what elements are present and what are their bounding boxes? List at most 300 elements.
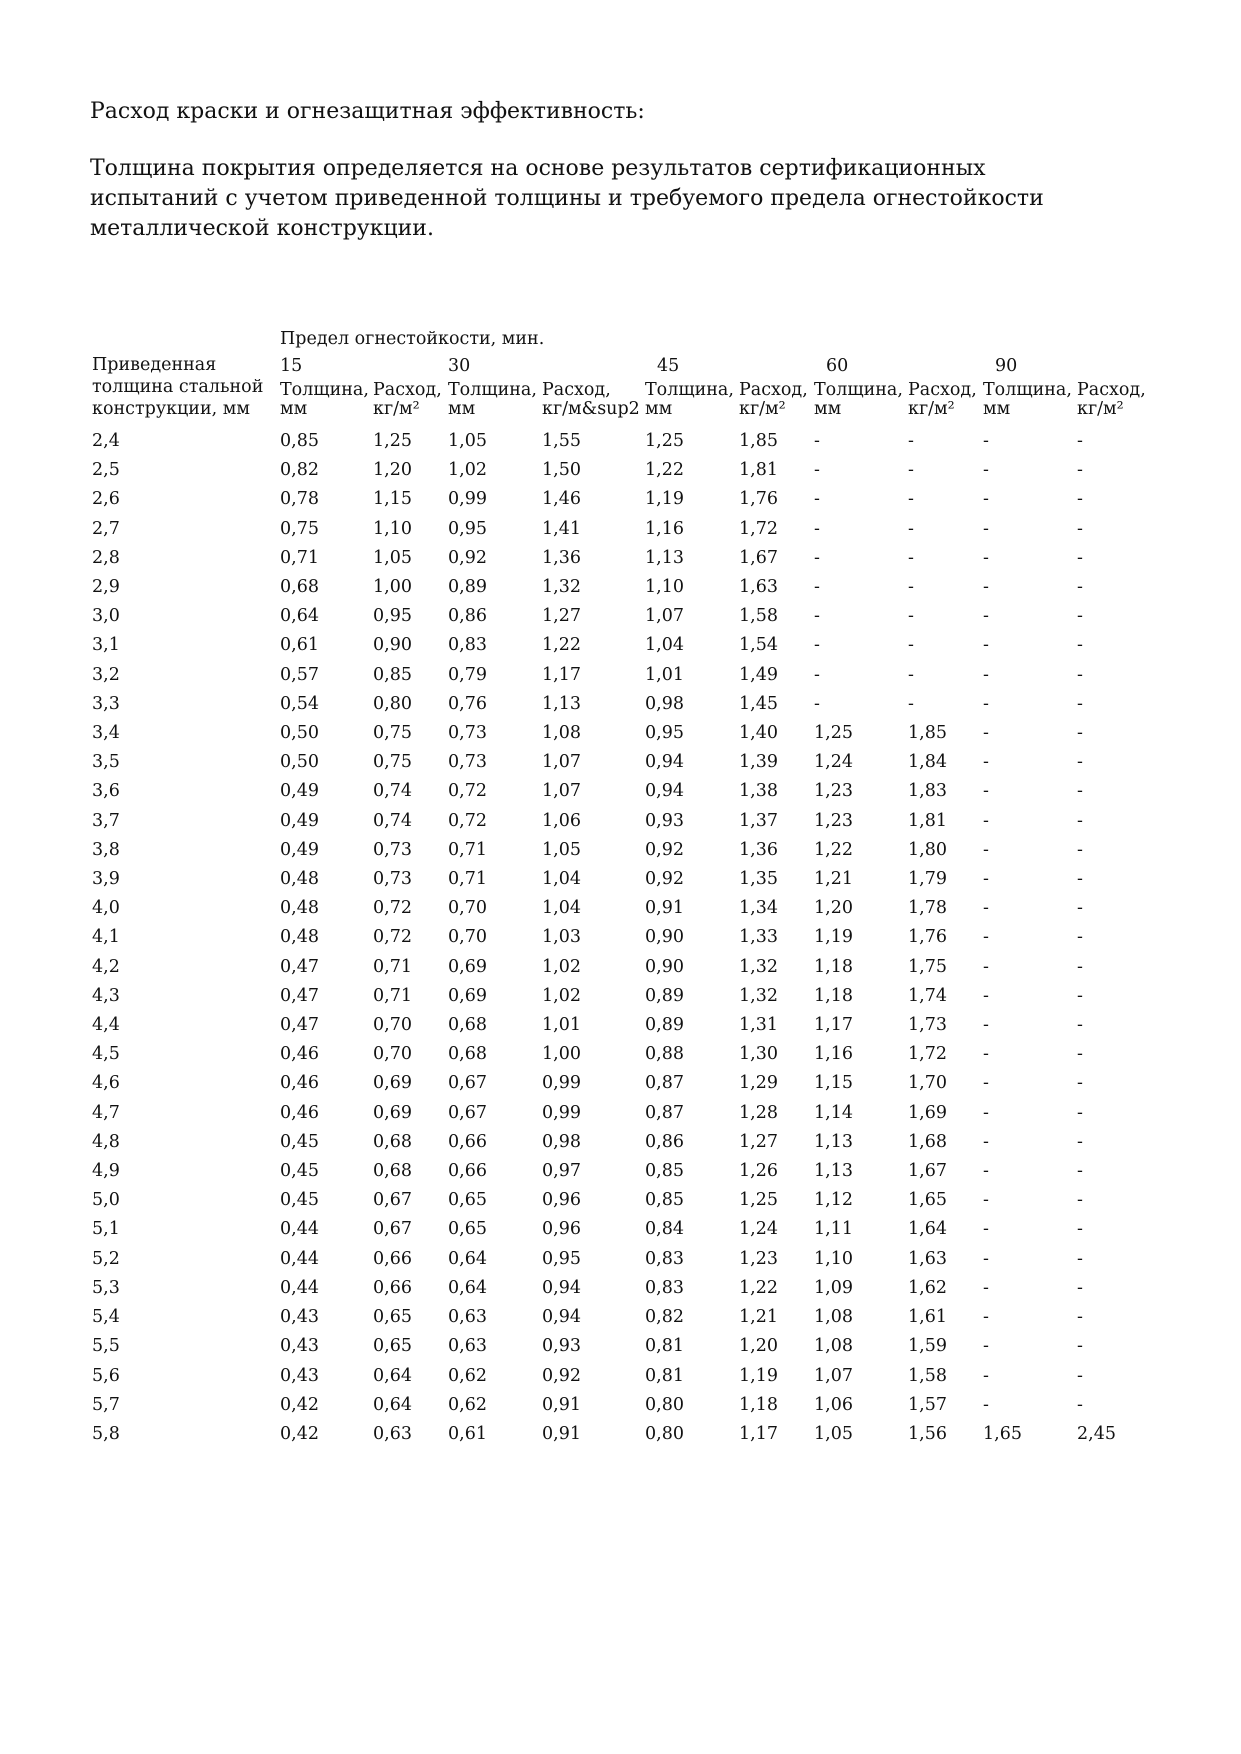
table-cell: 1,25 (814, 723, 853, 744)
table-row (90, 1332, 1149, 1361)
table-cell: 1,30 (739, 1044, 778, 1065)
table-cell: 0,75 (280, 518, 319, 539)
table-cell: - (1077, 723, 1083, 744)
table-cell: - (908, 577, 914, 598)
table-row (90, 1362, 1149, 1391)
table-cell: - (1077, 431, 1083, 451)
unit-header: Расход, кг/м² (1077, 380, 1146, 419)
table-cell: 0,89 (645, 1015, 684, 1036)
table-cell: 0,88 (645, 1044, 684, 1065)
table-cell: 1,59 (908, 1336, 947, 1357)
table-cell: 0,99 (448, 489, 487, 510)
table-cell: 1,83 (908, 781, 947, 802)
table-cell: 1,35 (739, 869, 778, 890)
table-cell: 0,87 (645, 1073, 684, 1094)
table-cell: - (1077, 1190, 1083, 1211)
table-cell: 0,91 (542, 1394, 581, 1415)
header-row-limit (90, 328, 1149, 355)
table-cell: 1,68 (908, 1131, 947, 1152)
table-cell: 0,64 (448, 1248, 487, 1269)
table-row (90, 953, 1149, 982)
table-cell: 0,45 (280, 1131, 319, 1152)
table-cell: - (983, 839, 989, 860)
table-cell: 0,68 (373, 1161, 412, 1182)
table-cell: 1,57 (908, 1394, 947, 1415)
table-cell: - (1077, 1336, 1083, 1357)
table-cell: - (814, 664, 820, 685)
table-cell: - (814, 577, 820, 598)
table-cell: 0,70 (448, 898, 487, 919)
table-cell: 1,58 (739, 606, 778, 627)
table-cell: 1,10 (373, 518, 412, 539)
table-header (90, 328, 1149, 427)
table-cell: 0,73 (448, 752, 487, 773)
table-cell: 0,42 (280, 1394, 319, 1415)
table-row (90, 894, 1149, 923)
table-cell: 1,32 (739, 956, 778, 977)
table-cell: - (983, 869, 989, 890)
table-cell: 0,87 (645, 1102, 684, 1123)
table-cell: 0,68 (448, 1015, 487, 1036)
table-cell: 1,19 (739, 1365, 778, 1386)
table-cell: - (983, 1044, 989, 1065)
table-row (90, 1215, 1149, 1244)
table-cell: - (1077, 1131, 1083, 1152)
table-cell: 0,92 (645, 869, 684, 890)
table-cell: 1,29 (739, 1073, 778, 1094)
fire-protection-table-wrapper (90, 328, 1149, 1449)
table-cell: 0,85 (280, 431, 319, 451)
table-cell: 0,50 (280, 723, 319, 744)
table-cell: 0,81 (645, 1336, 684, 1357)
steel-thickness-cell: 5,4 (92, 1307, 120, 1328)
table-cell: 1,55 (542, 431, 581, 451)
table-cell: 1,54 (739, 635, 778, 656)
table-cell: 1,56 (908, 1423, 947, 1444)
table-cell: 0,73 (373, 869, 412, 890)
table-cell: - (1077, 635, 1083, 656)
table-cell: 1,27 (739, 1131, 778, 1152)
table-cell: - (983, 1307, 989, 1328)
steel-thickness-cell: 3,5 (92, 752, 120, 773)
steel-thickness-cell: 5,7 (92, 1394, 120, 1415)
table-cell: 1,02 (448, 460, 487, 481)
table-cell: 0,67 (373, 1219, 412, 1240)
table-cell: - (1077, 1277, 1083, 1298)
table-cell: 0,63 (448, 1336, 487, 1357)
table-row (90, 1245, 1149, 1274)
table-cell: 1,40 (739, 723, 778, 744)
table-cell: 0,95 (373, 606, 412, 627)
table-cell: - (814, 693, 820, 714)
table-cell: - (908, 489, 914, 510)
table-cell: 1,01 (542, 1015, 581, 1036)
table-cell: 0,85 (645, 1161, 684, 1182)
table-cell: - (908, 518, 914, 539)
table-cell: - (983, 606, 989, 627)
table-cell: 1,03 (542, 927, 581, 948)
table-cell: - (814, 489, 820, 510)
table-cell: - (1077, 810, 1083, 831)
table-row (90, 427, 1149, 456)
table-cell: 1,17 (542, 664, 581, 685)
steel-thickness-cell: 4,0 (92, 898, 120, 919)
table-cell: 1,00 (373, 577, 412, 598)
table-row (90, 777, 1149, 806)
table-cell: 1,22 (739, 1277, 778, 1298)
table-cell: - (1077, 1248, 1083, 1269)
table-cell: - (1077, 1394, 1083, 1415)
table-cell: 1,22 (645, 460, 684, 481)
table-cell: 0,83 (448, 635, 487, 656)
table-cell: 0,89 (645, 985, 684, 1006)
table-cell: 0,96 (542, 1219, 581, 1240)
table-row (90, 1011, 1149, 1040)
table-cell: 0,73 (448, 723, 487, 744)
table-cell: 1,18 (739, 1394, 778, 1415)
table-cell: 0,66 (448, 1161, 487, 1182)
table-cell: 1,11 (814, 1219, 853, 1240)
table-cell: - (983, 1277, 989, 1298)
table-cell: 0,73 (373, 839, 412, 860)
table-cell: 0,43 (280, 1365, 319, 1386)
table-row (90, 1069, 1149, 1098)
table-cell: 0,44 (280, 1219, 319, 1240)
table-cell: 0,54 (280, 693, 319, 714)
minutes-45: 45 (657, 356, 680, 376)
table-cell: - (1077, 518, 1083, 539)
table-cell: 1,13 (814, 1131, 853, 1152)
table-cell: 0,74 (373, 781, 412, 802)
table-cell: 1,49 (739, 664, 778, 685)
table-cell: 0,94 (645, 752, 684, 773)
table-cell: - (983, 1161, 989, 1182)
table-cell: 0,48 (280, 927, 319, 948)
table-cell: - (983, 431, 989, 451)
table-cell: 0,48 (280, 869, 319, 890)
steel-thickness-cell: 3,8 (92, 839, 120, 860)
table-cell: 1,23 (739, 1248, 778, 1269)
table-cell: 0,95 (542, 1248, 581, 1269)
table-cell: 1,39 (739, 752, 778, 773)
table-cell: 1,01 (645, 664, 684, 685)
unit-header: Толщина, мм (280, 380, 369, 419)
steel-thickness-cell: 2,5 (92, 460, 120, 481)
table-cell: 0,72 (448, 781, 487, 802)
table-cell: 0,86 (448, 606, 487, 627)
steel-thickness-cell: 3,4 (92, 723, 120, 744)
table-cell: 0,94 (542, 1277, 581, 1298)
table-cell: 0,47 (280, 956, 319, 977)
table-cell: - (1077, 781, 1083, 802)
table-cell: 1,85 (739, 431, 778, 451)
table-cell: 1,31 (739, 1015, 778, 1036)
table-cell: 1,06 (814, 1394, 853, 1415)
table-cell: - (983, 810, 989, 831)
table-row (90, 719, 1149, 748)
table-cell: - (814, 431, 820, 451)
table-cell: 1,65 (908, 1190, 947, 1211)
table-cell: 1,16 (814, 1044, 853, 1065)
table-cell: 0,99 (542, 1073, 581, 1094)
steel-thickness-header: Приведенная толщина стальной конструкции, мм (92, 354, 264, 419)
page-heading: Расход краски и огнезащитная эффективность: (90, 99, 645, 124)
table-cell: 0,46 (280, 1073, 319, 1094)
table-cell: 0,49 (280, 781, 319, 802)
table-cell: 1,84 (908, 752, 947, 773)
table-cell: 0,69 (373, 1102, 412, 1123)
table-cell: - (814, 460, 820, 481)
steel-thickness-cell: 3,7 (92, 810, 120, 831)
table-cell: - (908, 635, 914, 656)
table-cell: 1,67 (739, 547, 778, 568)
table-cell: - (983, 1131, 989, 1152)
table-cell: - (908, 547, 914, 568)
table-cell: 1,10 (814, 1248, 853, 1269)
table-cell: 0,94 (542, 1307, 581, 1328)
minutes-60: 60 (826, 356, 849, 376)
table-cell: 0,83 (645, 1248, 684, 1269)
table-cell: 1,65 (983, 1423, 1022, 1444)
table-cell: - (983, 898, 989, 919)
fire-protection-table (90, 328, 1149, 1449)
table-cell: 0,94 (645, 781, 684, 802)
table-cell: 0,42 (280, 1423, 319, 1444)
table-cell: 1,15 (814, 1073, 853, 1094)
table-cell: 0,66 (448, 1131, 487, 1152)
table-cell: - (983, 723, 989, 744)
table-cell: 1,26 (739, 1161, 778, 1182)
table-cell: 1,78 (908, 898, 947, 919)
table-cell: - (1077, 693, 1083, 714)
table-cell: 1,04 (645, 635, 684, 656)
table-cell: 1,05 (542, 839, 581, 860)
table-cell: 1,14 (814, 1102, 853, 1123)
table-cell: - (1077, 898, 1083, 919)
table-cell: 1,06 (542, 810, 581, 831)
unit-header: Расход, кг/м² (739, 380, 808, 419)
table-row (90, 631, 1149, 660)
table-row (90, 1391, 1149, 1420)
table-cell: 0,67 (373, 1190, 412, 1211)
table-cell: - (908, 606, 914, 627)
table-cell: 1,00 (542, 1044, 581, 1065)
table-cell: 0,46 (280, 1102, 319, 1123)
table-cell: 0,86 (645, 1131, 684, 1152)
table-cell: 0,43 (280, 1307, 319, 1328)
minutes-90: 90 (995, 356, 1018, 376)
unit-header: Толщина, мм (645, 380, 734, 419)
table-row (90, 515, 1149, 544)
table-cell: 1,24 (739, 1219, 778, 1240)
table-row (90, 602, 1149, 631)
table-cell: - (1077, 577, 1083, 598)
table-cell: 0,64 (373, 1394, 412, 1415)
table-cell: - (983, 985, 989, 1006)
table-row (90, 1420, 1149, 1449)
table-cell: 0,66 (373, 1248, 412, 1269)
table-cell: 1,08 (814, 1336, 853, 1357)
table-cell: 1,05 (373, 547, 412, 568)
table-cell: 0,48 (280, 898, 319, 919)
table-cell: 1,20 (814, 898, 853, 919)
table-cell: - (983, 1190, 989, 1211)
table-cell: 1,18 (814, 956, 853, 977)
table-cell: 0,92 (645, 839, 684, 860)
table-cell: 0,65 (448, 1219, 487, 1240)
table-cell: 0,50 (280, 752, 319, 773)
table-cell: 0,46 (280, 1044, 319, 1065)
table-cell: 0,71 (448, 839, 487, 860)
table-cell: - (908, 664, 914, 685)
steel-thickness-cell: 3,9 (92, 869, 120, 890)
table-cell: - (983, 1336, 989, 1357)
table-cell: 0,64 (280, 606, 319, 627)
table-cell: 1,10 (645, 577, 684, 598)
table-cell: 1,72 (908, 1044, 947, 1065)
table-cell: 0,47 (280, 985, 319, 1006)
table-row (90, 456, 1149, 485)
table-cell: 1,21 (814, 869, 853, 890)
steel-thickness-cell: 3,1 (92, 635, 120, 656)
table-body (90, 427, 1149, 1449)
table-cell: 0,67 (448, 1073, 487, 1094)
table-cell: 1,62 (908, 1277, 947, 1298)
table-cell: 0,72 (373, 898, 412, 919)
unit-header: Толщина, мм (814, 380, 903, 419)
table-cell: 1,07 (542, 781, 581, 802)
table-cell: 1,75 (908, 956, 947, 977)
table-cell: 1,80 (908, 839, 947, 860)
table-cell: 1,20 (739, 1336, 778, 1357)
table-cell: 1,25 (373, 431, 412, 451)
table-cell: - (1077, 1073, 1083, 1094)
table-cell: 1,32 (739, 985, 778, 1006)
table-cell: 0,68 (373, 1131, 412, 1152)
fire-limit-header: Предел огнестойкости, мин. (280, 329, 545, 349)
table-cell: - (983, 927, 989, 948)
table-cell: 0,81 (645, 1365, 684, 1386)
table-cell: 0,61 (448, 1423, 487, 1444)
steel-thickness-cell: 4,4 (92, 1015, 120, 1036)
table-cell: 0,80 (645, 1394, 684, 1415)
table-cell: 0,91 (645, 898, 684, 919)
table-row (90, 544, 1149, 573)
table-cell: - (983, 1248, 989, 1269)
steel-thickness-cell: 5,2 (92, 1248, 120, 1269)
table-cell: - (983, 1015, 989, 1036)
table-cell: - (1077, 956, 1083, 977)
table-row (90, 1157, 1149, 1186)
steel-thickness-cell: 5,0 (92, 1190, 120, 1211)
table-cell: 0,70 (448, 927, 487, 948)
table-cell: 0,68 (280, 577, 319, 598)
table-cell: 1,79 (908, 869, 947, 890)
table-row (90, 485, 1149, 514)
table-cell: - (1077, 606, 1083, 627)
table-cell: 0,65 (448, 1190, 487, 1211)
table-cell: 0,71 (373, 956, 412, 977)
table-cell: 1,36 (542, 547, 581, 568)
table-cell: 0,68 (448, 1044, 487, 1065)
table-cell: - (983, 1219, 989, 1240)
table-cell: 0,70 (373, 1044, 412, 1065)
minutes-15: 15 (280, 356, 303, 376)
table-cell: 1,70 (908, 1073, 947, 1094)
table-cell: 1,67 (908, 1161, 947, 1182)
table-cell: 0,72 (448, 810, 487, 831)
table-cell: 0,93 (645, 810, 684, 831)
table-cell: 1,50 (542, 460, 581, 481)
table-cell: 0,61 (280, 635, 319, 656)
table-cell: 0,69 (448, 985, 487, 1006)
table-row (90, 1040, 1149, 1069)
table-cell: 0,75 (373, 752, 412, 773)
table-cell: 1,13 (814, 1161, 853, 1182)
table-cell: 0,44 (280, 1277, 319, 1298)
table-cell: - (1077, 1219, 1083, 1240)
table-cell: 0,96 (542, 1190, 581, 1211)
table-cell: 0,43 (280, 1336, 319, 1357)
table-cell: 0,89 (448, 577, 487, 598)
table-cell: - (814, 518, 820, 539)
table-cell: - (1077, 489, 1083, 510)
table-row (90, 1274, 1149, 1303)
table-cell: 1,69 (908, 1102, 947, 1123)
table-cell: - (983, 752, 989, 773)
table-cell: 0,92 (542, 1365, 581, 1386)
steel-thickness-cell: 5,8 (92, 1423, 120, 1444)
table-cell: - (983, 1365, 989, 1386)
table-cell: 0,63 (448, 1307, 487, 1328)
table-cell: - (983, 781, 989, 802)
table-cell: 1,07 (814, 1365, 853, 1386)
table-cell: 1,18 (814, 985, 853, 1006)
steel-thickness-cell: 3,2 (92, 664, 120, 685)
table-cell: 1,23 (814, 781, 853, 802)
table-cell: 1,46 (542, 489, 581, 510)
table-cell: 0,75 (373, 723, 412, 744)
steel-thickness-cell: 5,6 (92, 1365, 120, 1386)
table-row (90, 1186, 1149, 1215)
table-cell: 0,66 (373, 1277, 412, 1298)
table-cell: - (983, 956, 989, 977)
table-cell: 0,71 (373, 985, 412, 1006)
table-cell: 0,63 (373, 1423, 412, 1444)
table-cell: 2,45 (1077, 1423, 1116, 1444)
table-cell: 1,64 (908, 1219, 947, 1240)
table-cell: 0,99 (542, 1102, 581, 1123)
table-cell: 0,49 (280, 810, 319, 831)
table-cell: 1,27 (542, 606, 581, 627)
table-cell: 0,79 (448, 664, 487, 685)
table-cell: 0,95 (645, 723, 684, 744)
table-cell: 0,64 (373, 1365, 412, 1386)
table-cell: 0,67 (448, 1102, 487, 1123)
unit-header: Расход, кг/м² (373, 380, 442, 419)
table-cell: 1,22 (542, 635, 581, 656)
steel-thickness-cell: 3,3 (92, 693, 120, 714)
steel-thickness-cell: 4,3 (92, 985, 120, 1006)
table-cell: 0,45 (280, 1161, 319, 1182)
table-cell: 0,65 (373, 1307, 412, 1328)
table-cell: 0,97 (542, 1161, 581, 1182)
table-cell: 1,09 (814, 1277, 853, 1298)
table-cell: 0,70 (373, 1015, 412, 1036)
table-cell: 1,32 (542, 577, 581, 598)
table-cell: - (1077, 547, 1083, 568)
table-cell: 0,72 (373, 927, 412, 948)
